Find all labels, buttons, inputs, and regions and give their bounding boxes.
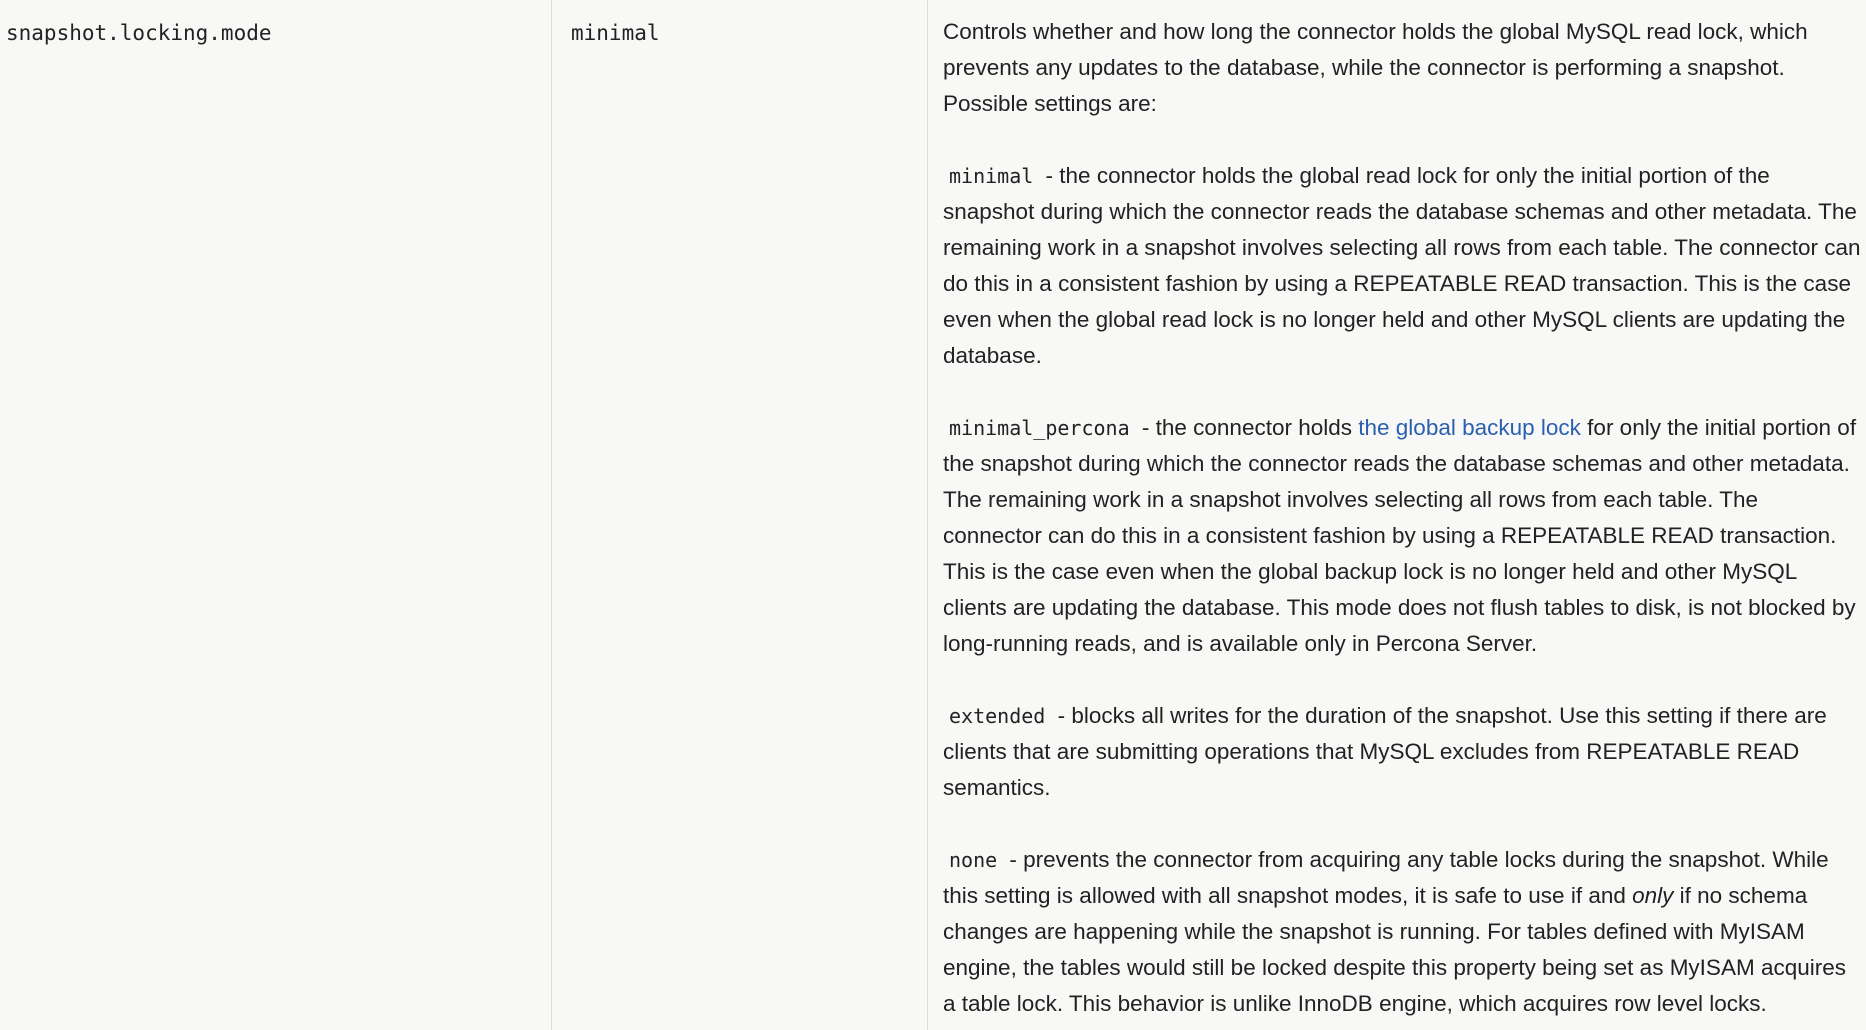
option-text-extended: - blocks all writes for the duration of the snapshot. Use this setting if there are clients that are submitting operations that MySQL excludes from REPEATABLE READ semantics. <box>943 703 1827 800</box>
global-backup-lock-link[interactable]: the global backup lock <box>1358 415 1581 440</box>
option-text-before-em: - prevents the connector from acquiring any table locks during the snapshot. While this setting is allowed with all snapshot modes, it is safe to use if and <box>943 847 1829 908</box>
option-text-before-link: - the connector holds <box>1135 415 1359 440</box>
property-name-cell <box>0 0 552 1030</box>
option-minimal-percona <box>943 410 1863 662</box>
option-text-after-em: if no schema changes are happening while the snapshot is running. For tables defined with MyISAM engine, the tables would still be locked despite this property being set as MyISAM acquires a table lock. This behavior is unlike InnoDB engine, which acquires row level locks. <box>943 883 1846 1016</box>
option-extended <box>943 698 1863 806</box>
default-value-cell <box>552 0 928 1030</box>
option-none <box>943 842 1863 1022</box>
description <box>943 14 1863 1030</box>
option-code-minimal: minimal <box>949 164 1034 188</box>
option-text-minimal: - the connector holds the global read lock for only the initial portion of the snapshot during which the connector reads the database schemas and other metadata. The remaining work in a snapshot involves selecting all rows from each table. The connector can do this in a consistent fashion by using a REPEATABLE READ transaction. This is the case even when the global read lock is no longer held and other MySQL clients are updating the database. <box>943 163 1861 368</box>
option-minimal <box>943 158 1863 374</box>
emphasis-only: only <box>1632 883 1674 908</box>
property-name: snapshot.locking.mode <box>6 21 272 45</box>
description-intro: Controls whether and how long the connector holds the global MySQL read lock, which prevents any updates to the database, while the connector is performing a snapshot. Possible settings are: <box>943 19 1808 116</box>
option-code-extended: extended <box>949 704 1046 728</box>
option-code-minimal-percona: minimal_percona <box>949 416 1130 440</box>
option-text-after-link: for only the initial portion of the snapshot during which the connector reads the database schemas and other metadata. The remaining work in a snapshot involves selecting all rows from each table. The connector can do this in a consistent fashion by using a REPEATABLE READ transaction. This is the case even when the global backup lock is no longer held and other MySQL clients are updating the database. This mode does not flush tables to disk, is not blocked by long-running reads, and is available only in Percona Server. <box>943 415 1857 656</box>
option-code-none: none <box>949 848 998 872</box>
default-value: minimal <box>571 21 660 45</box>
description-cell <box>928 0 1866 1030</box>
